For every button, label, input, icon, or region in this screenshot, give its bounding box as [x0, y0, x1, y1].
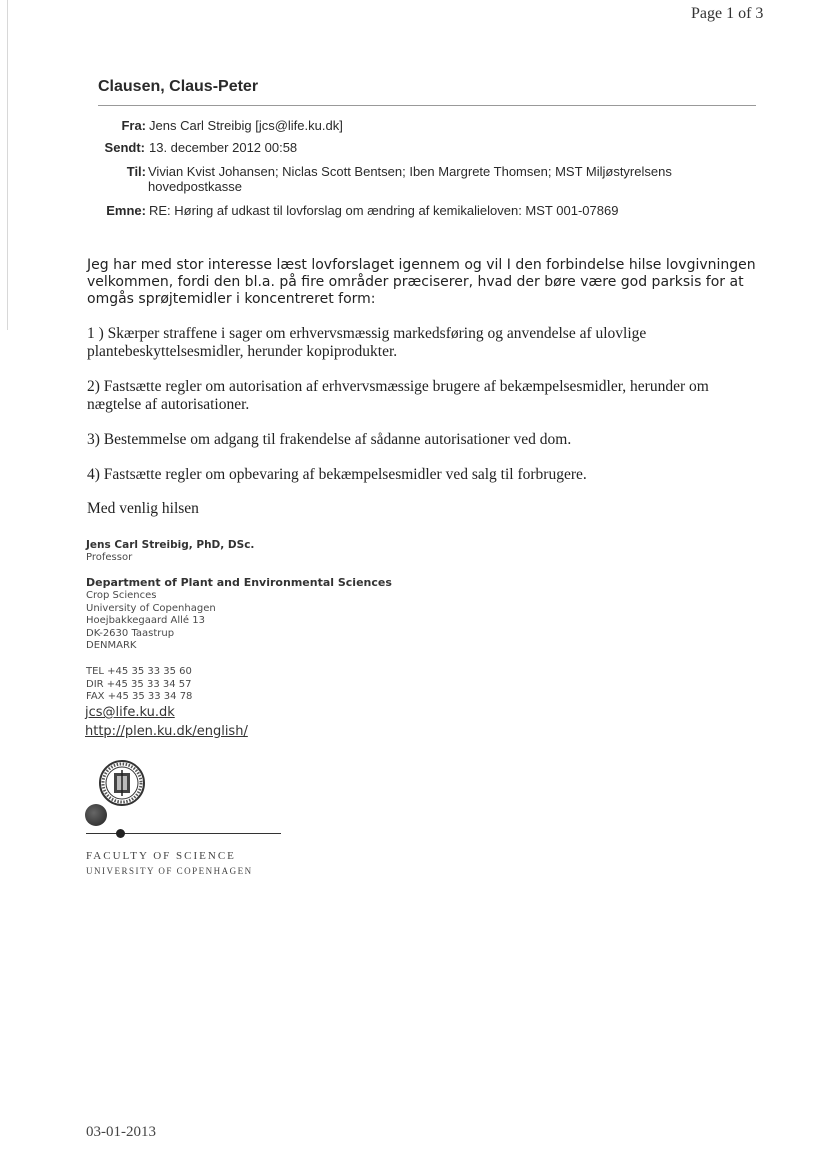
to-value: Vivian Kvist Johansen; Niclas Scott Bentsen; Iben Margrete Thomsen; MST Miljøstyrelsens hovedpostkasse — [148, 164, 672, 194]
sent-label: Sendt: — [104, 140, 145, 155]
signature-name: Jens Carl Streibig, PhD, DSc. — [86, 539, 255, 551]
signature-department: Department of Plant and Environmental Sciences — [86, 576, 392, 589]
from-value: Jens Carl Streibig [jcs@life.ku.dk] — [149, 118, 343, 133]
university-seal-icon — [99, 760, 145, 806]
subject-value: RE: Høring af udkast til lovforslag om ændring af kemikalieloven: MST 001-07869 — [149, 203, 619, 218]
body-intro: Jeg har med stor interesse læst lovforslaget igennem og vil I den forbindelse hilse lovgivningen velkommen, fordi den bl.a. på fire områder præciserer, hvad der børe være god parksis for at omgås sprøjtemidler i koncentreret form: — [87, 257, 756, 307]
address-line: DK-2630 Taastrup — [86, 627, 175, 639]
logo-dot-icon — [85, 804, 107, 826]
from-label: Fra: — [121, 118, 146, 133]
greeting: Med venlig hilsen — [87, 500, 199, 517]
body-point-3: 3) Bestemmelse om adgang til frakendelse af sådanne autorisationer ved dom. — [87, 431, 572, 448]
sender-header: Clausen, Claus-Peter — [98, 78, 259, 95]
address-line: University of Copenhagen — [86, 602, 216, 614]
footer-date: 03-01-2013 — [86, 1124, 156, 1140]
address-line: Crop Sciences — [86, 590, 157, 601]
address-line: DENMARK — [86, 640, 137, 651]
signature-address — [86, 590, 216, 653]
phone-line: DIR +45 35 33 34 57 — [86, 678, 192, 690]
sent-value: 13. december 2012 00:58 — [149, 140, 298, 155]
signature-email-link[interactable]: jcs@life.ku.dk — [85, 705, 175, 720]
phone-line: TEL +45 35 33 35 60 — [86, 666, 192, 677]
phone-line: FAX +45 35 33 34 78 — [86, 691, 193, 702]
logo-small-dot-icon — [116, 829, 125, 838]
signature-phones — [86, 666, 192, 704]
university-name: UNIVERSITY OF COPENHAGEN — [86, 866, 253, 876]
scan-edge-line — [7, 0, 8, 330]
signature-website-link[interactable]: http://plen.ku.dk/english/ — [85, 724, 248, 739]
body-point-1: 1 ) Skærper straffene i sager om erhvervsmæssig markedsføring og anvendelse af ulovlige plantebeskyttelsesmidler, herunder kopiprodukter. — [87, 325, 647, 360]
faculty-name: FACULTY OF SCIENCE — [86, 850, 236, 862]
body-point-4: 4) Fastsætte regler om opbevaring af bekæmpelsesmidler ved salg til forbrugere. — [87, 466, 587, 483]
subject-label: Emne: — [106, 203, 146, 218]
page-number: Page 1 of 3 — [691, 5, 764, 22]
address-line: Hoejbakkegaard Allé 13 — [86, 615, 205, 626]
header-divider — [98, 105, 756, 106]
body-point-2: 2) Fastsætte regler om autorisation af erhvervsmæssige brugere af bekæmpelsesmidler, herunder om nægtelse af autorisationer. — [87, 378, 709, 413]
to-label: Til: — [126, 164, 146, 179]
signature-title: Professor — [86, 552, 133, 563]
